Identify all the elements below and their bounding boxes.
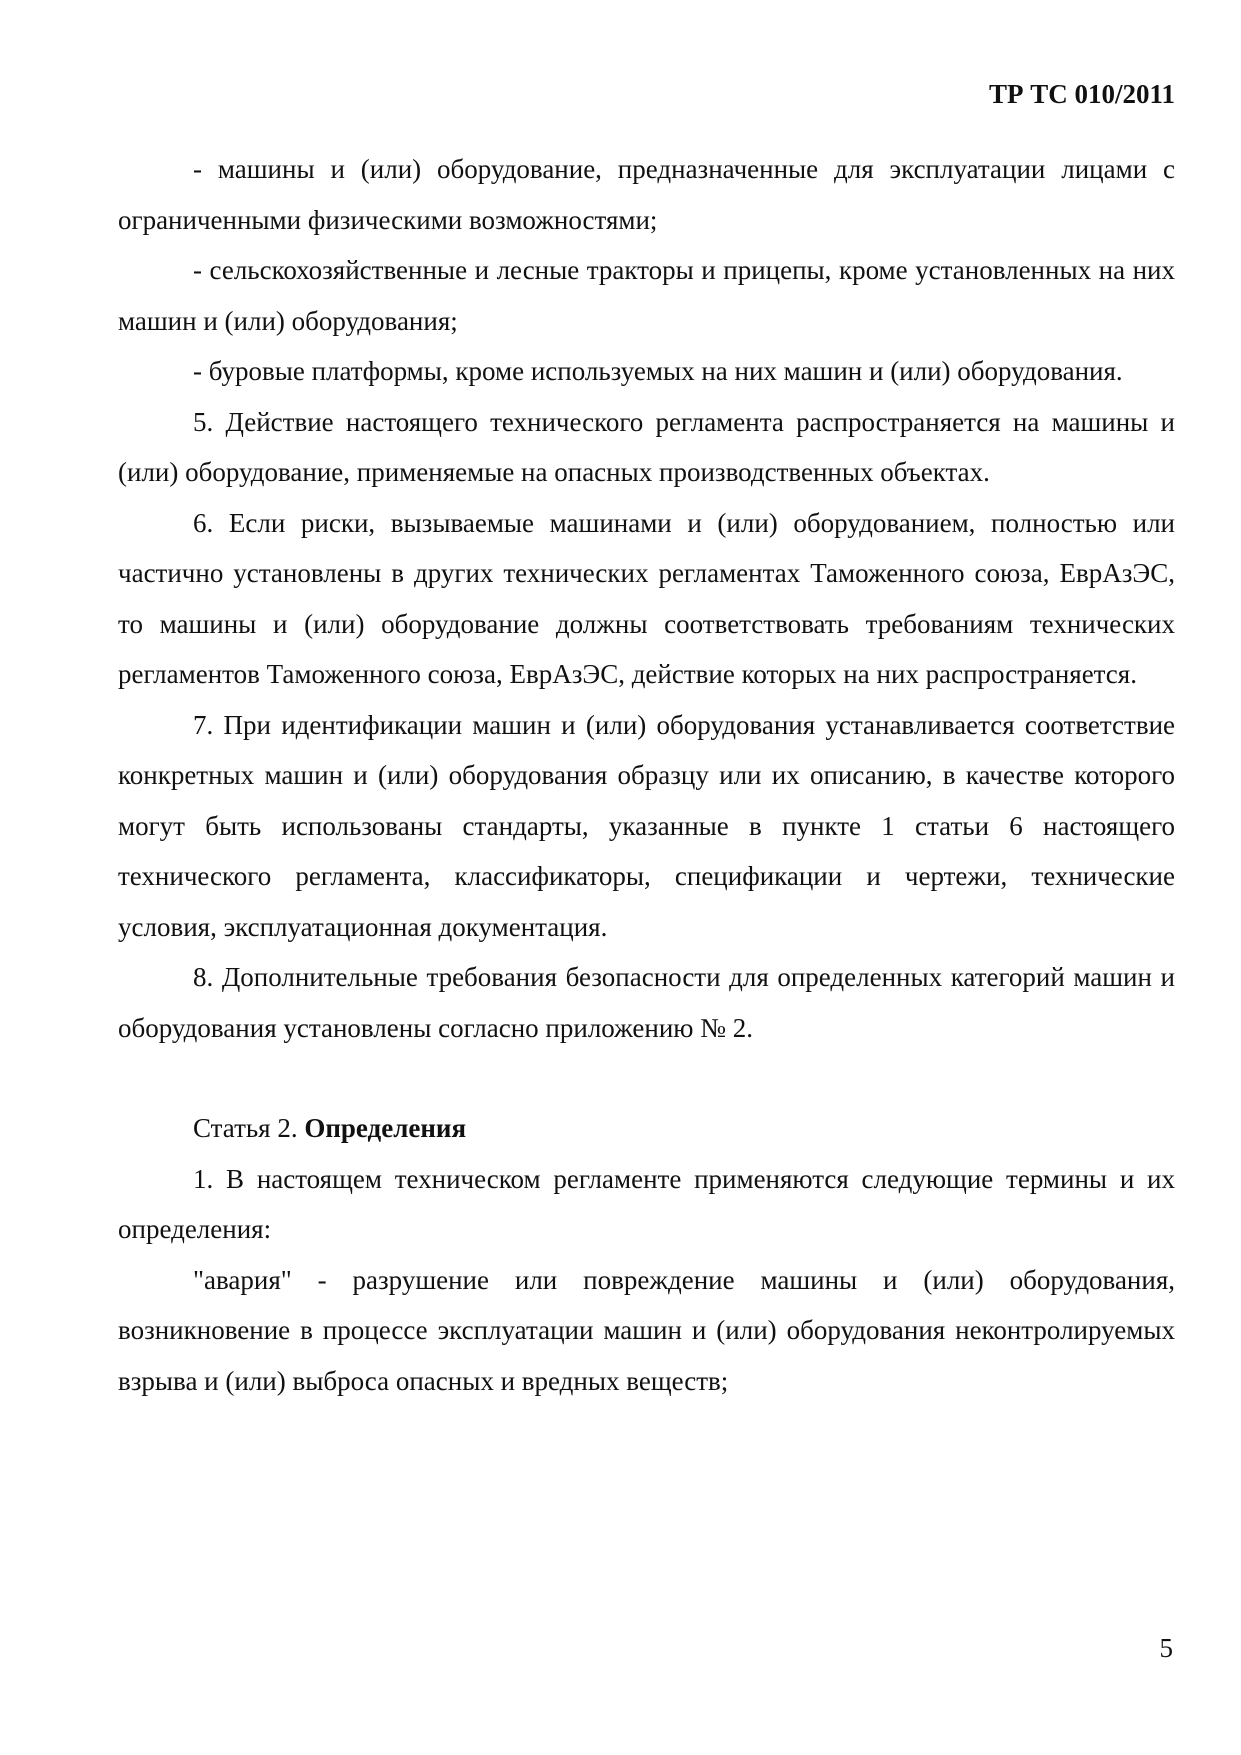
paragraph-definition-accident: "авария" - разрушение или повреждение машины и (или) оборудования, возникновение в процессе эксплуатации машин и (или) оборудования неконтролируемых взрыва и (или) выброса опасных и вредных веществ; bbox=[118, 1264, 1175, 1396]
paragraph-clause-7: 7. При идентификации машин и (или) оборудования устанавливается соответствие конкретных машин и (или) оборудования образцу или их описанию, в качестве которого могут быть использованы стандарты, указанные в пункте 1 статьи 6 настоящего технического регламента, классификаторы, спецификации и чертежи, технические условия, эксплуатационная документация. bbox=[118, 709, 1175, 942]
paragraph-clause-6: 6. Если риски, вызываемые машинами и (или) оборудованием, полностью или частично установлены в других технических регламентах Таможенного союза, ЕврАзЭС, то машины и (или) оборудование должны соответствовать требованиям технических регламентов Таможенного союза, ЕврАзЭС, действие которых на них распространяется. bbox=[118, 507, 1175, 689]
document-body bbox=[118, 144, 1175, 1406]
paragraph-clause-5: 5. Действие настоящего технического регламента распространяется на машины и (или) оборудование, применяемые на опасных производственных объектах. bbox=[118, 406, 1175, 487]
article-title: Определения bbox=[304, 1113, 467, 1143]
article-prefix: Статья 2. bbox=[193, 1113, 305, 1143]
paragraph-item-tractors: - сельскохозяйственные и лесные тракторы и прицепы, кроме установленных на них машин и (или) оборудования; bbox=[118, 255, 1175, 336]
article-heading bbox=[118, 1103, 1175, 1154]
paragraph-item-drilling-platforms: - буровые платформы, кроме используемых на них машин и (или) оборудования. bbox=[193, 356, 1123, 386]
paragraph-clause-8: 8. Дополнительные требования безопасности для определенных категорий машин и оборудования установлены согласно приложению № 2. bbox=[118, 962, 1175, 1043]
paragraph-item-disabled-persons: - машины и (или) оборудование, предназначенные для эксплуатации лицами с ограниченными физическими возможностями; bbox=[118, 154, 1175, 235]
paragraph-article-clause-1: 1. В настоящем техническом регламенте применяются следующие термины и их определения: bbox=[118, 1163, 1175, 1244]
page-number: 5 bbox=[1159, 1633, 1173, 1663]
document-code-header: ТР ТС 010/2011 bbox=[988, 79, 1175, 109]
